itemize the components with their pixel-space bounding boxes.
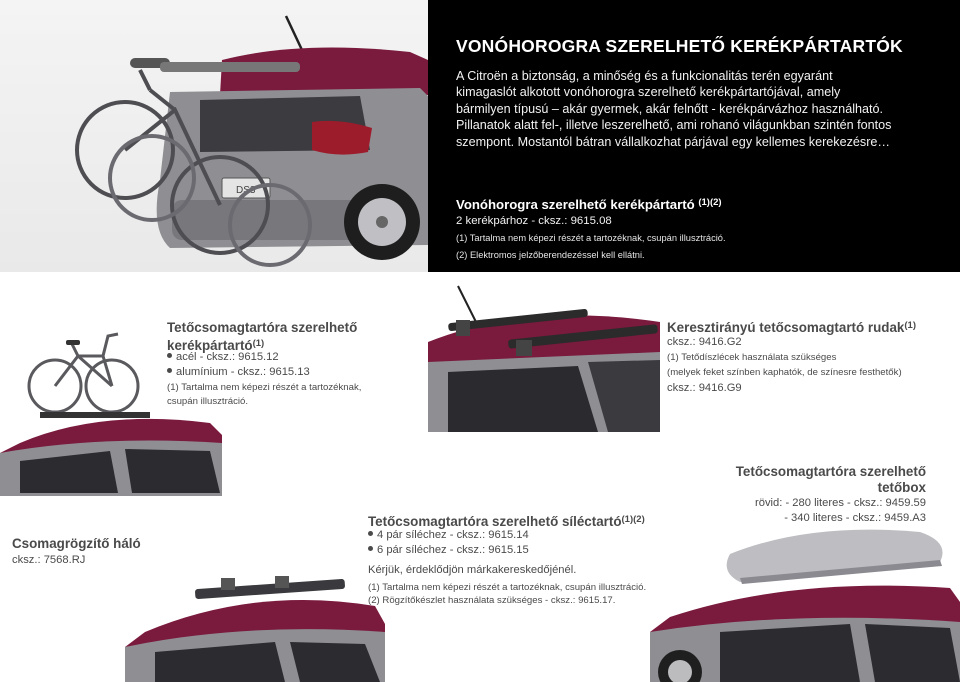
bullet-icon — [167, 368, 172, 373]
cross-bars-title-text: Keresztirányú tetőcsomagtartó rudak — [667, 320, 905, 335]
hero-title: VONÓHOROGRA SZERELHETŐ KERÉKPÁRTARTÓK — [456, 36, 903, 56]
bullet-icon — [167, 353, 172, 358]
cross-bars-note-1: (1) Tetődíszlécek használata szükséges — [667, 352, 837, 363]
ski-ask-dealer: Kérjük, érdeklődjön márkakereskedőjénél. — [368, 564, 577, 576]
hero-product-title-text: Vonóhorogra szerelhető kerékpártartó — [456, 197, 695, 212]
ski-item-4: 4 pár síléchez - cksz.: 9615.14 — [377, 529, 529, 541]
hero-description-line: szempont. Mostantól bátran vállalkozhat párjával egy kellemes kerekezésre… — [456, 134, 890, 149]
ski-note-1: (1) Tartalma nem képezi részét a tartozéknak, csupán illusztráció. — [368, 582, 647, 593]
cross-bars-ref: cksz.: 9416.G2 — [667, 336, 742, 348]
list-item — [368, 543, 529, 558]
roofbox-title-line2: tetőbox — [877, 480, 926, 495]
hero-note-2: (2) Elektromos jelzőberendezéssel kell ellátni. — [456, 250, 645, 260]
cross-bars-image — [428, 282, 660, 432]
cross-bars-title-sup: (1) — [904, 320, 917, 331]
cross-bars-ref-2: cksz.: 9416.G9 — [667, 382, 742, 394]
hero-car-bike-rack-image — [0, 0, 428, 272]
ski-note-2: (2) Rögzítőkészlet használata szükséges - cksz.: 9615.17. — [368, 595, 616, 606]
hero-description-line: Pillanatok alatt fel-, illetve leszerelhető, ami rohanó világunkban szintén fontos — [456, 118, 892, 133]
bullet-icon — [368, 546, 373, 551]
ski-item-6: 6 pár síléchez - cksz.: 9615.15 — [377, 544, 529, 556]
roof-bike-note-1: (1) Tartalma nem képezi részét a tartozéknak, — [167, 382, 362, 393]
roof-bike-carrier-title-line1: Tetőcsomagtartóra szerelhető — [167, 320, 358, 335]
roofbox-image — [650, 522, 960, 682]
hero-description — [456, 68, 946, 150]
list-item — [167, 350, 279, 365]
hero-product-title — [456, 197, 722, 212]
cross-bars-note-2: (melyek feket színben kaphatók, de színesre festhetők) — [667, 367, 902, 378]
roof-bike-note-2: csupán illusztráció. — [167, 396, 249, 407]
hero-description-line: A Citroën a biztonság, a minőség és a funkcionalitás terén egyaránt — [456, 69, 833, 83]
roof-bike-carrier-title — [167, 320, 387, 354]
hero-description-line: bármilyen típusú – akár gyermek, akár felnőtt - kerékpárvázhoz használható. — [456, 101, 884, 116]
net-ref: cksz.: 7568.RJ — [12, 554, 86, 566]
hero-product-title-sup: (1)(2) — [698, 197, 722, 208]
ski-carrier-title-text: Tetőcsomagtartóra szerelhető síléctartó — [368, 514, 622, 529]
roof-bike-item-aluminium: alumínium - cksz.: 9615.13 — [176, 366, 310, 378]
list-item — [368, 528, 529, 543]
roofbox-title-line1: Tetőcsomagtartóra szerelhető — [735, 464, 926, 479]
net-title: Csomagrögzítő háló — [12, 536, 141, 551]
ski-carrier-title-sup: (1)(2) — [621, 514, 645, 525]
bullet-icon — [368, 531, 373, 536]
cross-bars-title — [667, 318, 916, 336]
hero-note-1: (1) Tartalma nem képezi részét a tartozéknak, csupán illusztráció. — [456, 233, 726, 243]
hero-description-line: kimagaslót alkotott vonóhorogra szerelhető kerékpártartójával, amely — [456, 85, 841, 100]
roof-bike-carrier-title-sup: (1) — [252, 338, 265, 349]
net-car-image — [0, 413, 222, 493]
hero-product-ref: 2 kerékpárhoz - cksz.: 9615.08 — [456, 215, 612, 227]
roofbox-item-short: rövid: - 280 literes - cksz.: 9459.59 — [755, 497, 926, 509]
roof-bike-carrier-title-text: kerékpártartó — [167, 338, 253, 353]
list-item — [167, 365, 310, 380]
roofbox-title — [660, 464, 926, 496]
license-plate-text: DS3 — [236, 185, 256, 196]
roof-bike-item-steel: acél - cksz.: 9615.12 — [176, 351, 279, 363]
ski-carrier-image — [125, 572, 385, 682]
roofbox-item-long: - 340 literes - cksz.: 9459.A3 — [784, 512, 926, 524]
